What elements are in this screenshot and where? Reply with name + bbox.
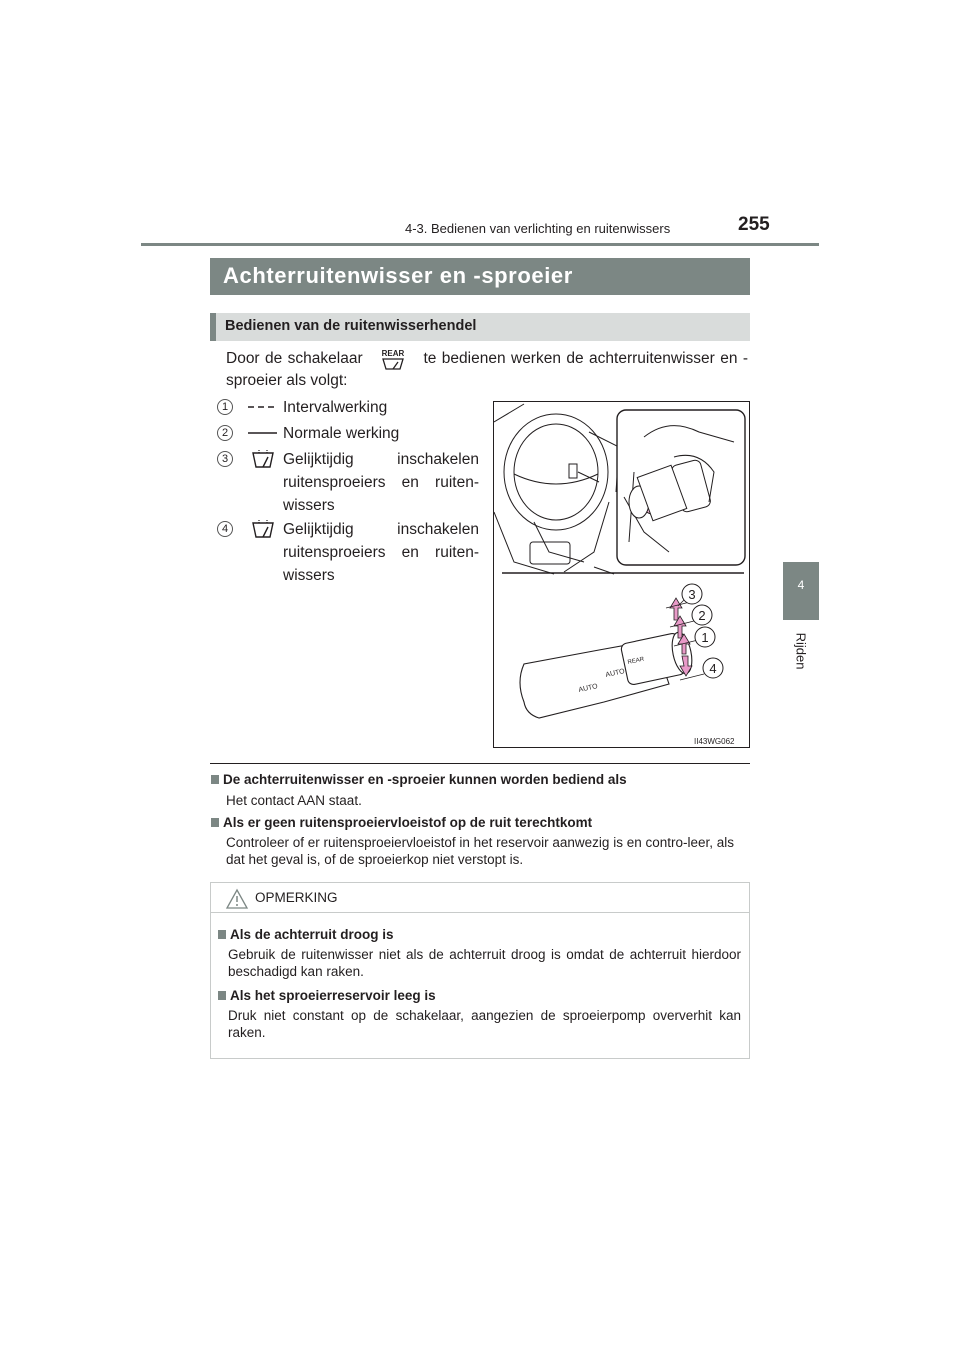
bullet-square-icon: [211, 775, 219, 784]
chapter-label-text: Rijden: [793, 632, 809, 670]
bullet-square-icon: [218, 930, 226, 939]
note-text: Controleer of er ruitensproeiervloeistof in het reservoir aanwezig is en contro-leer, als dat het geval is, of de sproeierkop niet verstopt is.: [226, 835, 734, 867]
note-heading-text: Als er geen ruitensproeiervloeistof op de ruit terechtkomt: [223, 815, 593, 830]
intro-after: te bedienen werken de achterruitenwisser en -sproeier als volgt:: [226, 350, 749, 389]
bullet-square-icon: [218, 991, 226, 1000]
notice-header: [211, 883, 749, 913]
wiper-lever-illustration: [493, 401, 750, 748]
item-text: Normale werking: [283, 425, 400, 442]
figure-code: II43WG062: [694, 737, 735, 746]
notice-item-heading-text: Als de achterruit droog is: [230, 927, 394, 942]
item-number: 2: [217, 425, 233, 441]
item-text: Gelijktijdig inschakelen ruitensproeiers en ruiten-wissers: [283, 521, 479, 584]
rear-switch-label: REAR: [381, 348, 405, 358]
intro-before: Door de schakelaar: [226, 350, 363, 367]
callout-4: 4: [709, 661, 717, 676]
notice-item-text: Gebruik de ruitenwisser niet als de achterruit droog is omdat de achterruit hierdoor beschadigd kan raken.: [228, 947, 741, 979]
page-number: 255: [738, 214, 770, 235]
item-text: Intervalwerking: [283, 399, 388, 416]
item-number: 4: [217, 521, 233, 537]
notice-item-text: Druk niet constant op de schakelaar, aangezien de sproeierpomp oververhit kan raken.: [228, 1008, 741, 1040]
lever-rear-label: REAR: [627, 656, 645, 666]
notice-item-heading: [218, 927, 394, 942]
section-title: 4-3. Bedienen van verlichting en ruitenwissers: [405, 221, 671, 236]
subheading-accent: [210, 313, 216, 341]
note-heading-text: De achterruitenwisser en -sproeier kunnen worden bediend als: [223, 772, 627, 787]
intro-paragraph: [226, 348, 748, 392]
item-number: 1: [217, 399, 233, 415]
notice-label: OPMERKING: [255, 890, 338, 905]
note-heading: [211, 772, 627, 787]
washer-icon: [245, 448, 281, 470]
subheading: Bedienen van de ruitenwisserhendel: [225, 318, 477, 334]
item-number: 3: [217, 451, 233, 467]
notice-item-heading: [218, 988, 436, 1003]
callout-2: 2: [698, 608, 706, 623]
section-divider: [210, 763, 750, 764]
notice-box: [210, 882, 750, 1059]
bullet-square-icon: [211, 818, 219, 827]
rear-switch-icon: [368, 349, 418, 369]
note-heading: [211, 815, 592, 830]
item-text: Gelijktijdig inschakelen ruitensproeiers en ruiten-wissers: [283, 451, 479, 514]
callout-1: 1: [701, 630, 709, 645]
lever-auto-label: AUTO: [577, 683, 599, 694]
lever-auto-label-2: AUTO: [604, 668, 626, 679]
solid-line-icon: [245, 422, 281, 444]
dashed-line-icon: [245, 396, 281, 418]
callout-3: 3: [688, 587, 696, 602]
chapter-label: [786, 628, 816, 674]
chapter-tab: 4: [783, 562, 819, 620]
warning-triangle-icon: [225, 888, 249, 910]
washer-icon: [245, 518, 281, 540]
header-divider: [141, 243, 819, 246]
page-title: Achterruitenwisser en -sproeier: [210, 258, 750, 295]
subheading-bar: [210, 313, 750, 341]
note-text: Het contact AAN staat.: [226, 793, 362, 808]
notice-item-heading-text: Als het sproeierreservoir leeg is: [230, 988, 436, 1003]
